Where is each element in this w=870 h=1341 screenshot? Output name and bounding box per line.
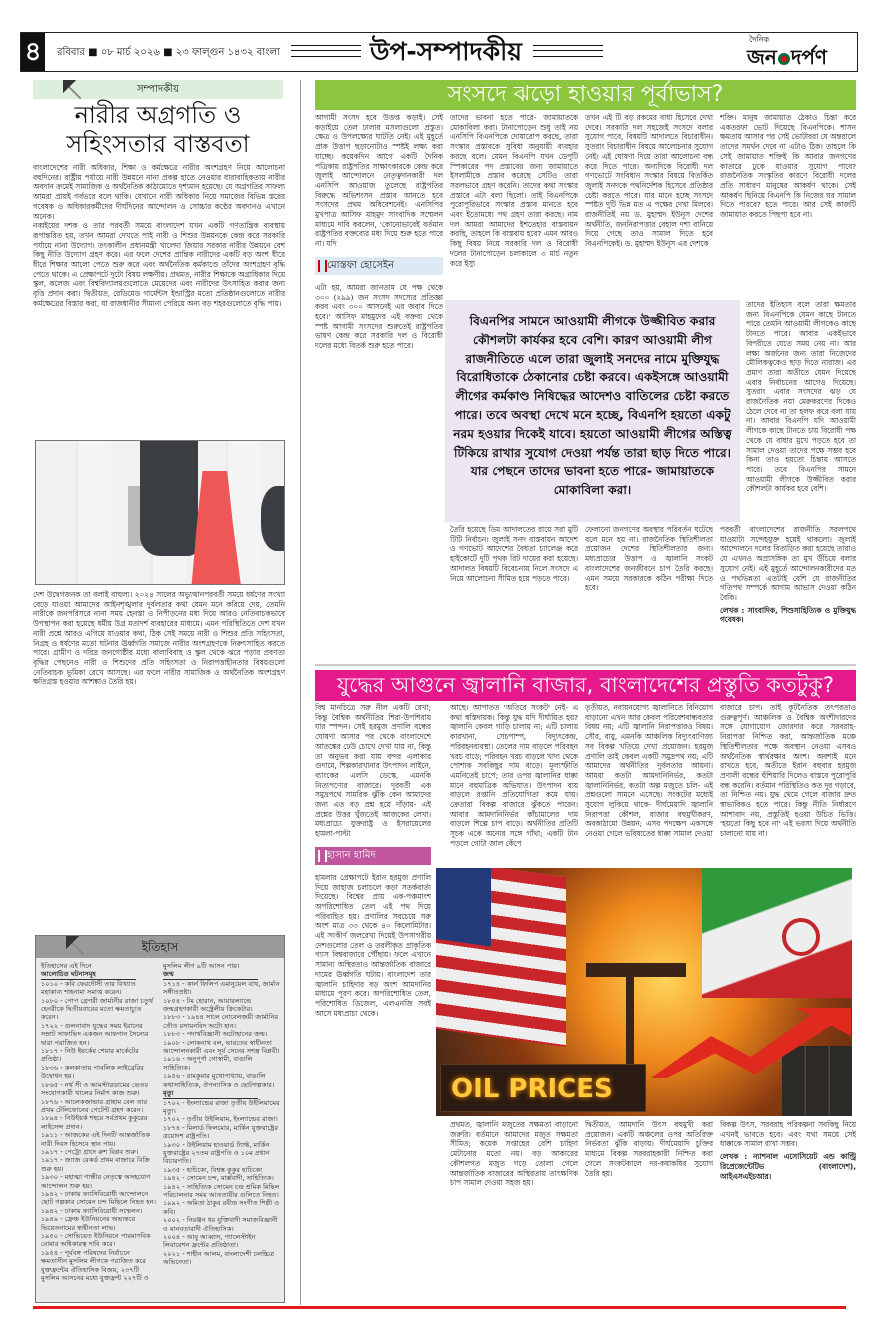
article1-col2-bottom [450, 525, 578, 661]
history-entry: ১৯৪২ - সাহিত্যিক সোমেন চন্দ্র শ্রমিক মিছিল পরিচালনার সময় আততায়ীর গুলিতে নিহত। [163, 1182, 280, 1199]
history-entry: ১৯৯২ - অমিতা ঠাকুর রবীন্দ্র সংগীত শিল্পী ও কবি। [163, 1199, 280, 1216]
history-entry: ১৮৭৬ - আলেকজান্ডার গ্রাহাম বেল তার প্রথম টেলিফোনের পেটেন্ট গ্রহণ করেন। [41, 1097, 148, 1114]
author-name: মোস্তফা হোসেইন [327, 259, 395, 271]
page-header [20, 32, 858, 72]
article2-col3 [585, 703, 713, 865]
editorial-headline [33, 101, 283, 159]
history-entry: ১৭০২ - ইংল্যান্ডের রাজা তৃতীয় উইলিয়ামের মৃত্যু। [163, 1098, 280, 1115]
author-name: হাসান হামিদ [327, 849, 376, 861]
article1-col3 [585, 113, 713, 298]
history-title: ইতিহাস [141, 940, 179, 954]
history-subheading: জন্ম [163, 970, 258, 979]
column-divider [300, 80, 301, 1305]
paragraph: দ্বিতীয়ত, আমদানি উৎস বহুমুখী করা প্রয়োজন। একটি অঞ্চলের ওপর অতিরিক্ত নির্ভরতা ঝুঁকি বাড়ায়। দীর্ঘমেয়াদি চুক্তির মাধ্যমে বিকল্প সরবরাহকারী নিশ্চিত করা গেলে সংকটকালে দর-কষাকষির সুযোগ তৈরি হয়। [585, 1120, 713, 1178]
paragraph: তৈরি হয়েছে ডিম আদালতের রায়ে সরা মুটি টিটি নির্বাচন। জুলাই সনদ বাস্তবায়ন আদেশ ও গণভোট আদেশের বৈধতা চ্যালেঞ্জ করে হাইকোর্টে দুটি পৃথক রিট দায়ের করা হয়েছে। আদালত বিষয়টি বিবেচনায় নিলে সংসদে এ নিয়ে আলোচনা সীমিত হয়ে পড়তে পারে। [450, 525, 578, 583]
history-entry: ১৯১৭ - জ্যাজ রেকর্ড প্রথম বাজারে বিক্রি শুরু হয়। [41, 1156, 150, 1173]
history-entry: ১৯০৮ - লোকনাথ বল, ভারতের স্বাধীনতা আন্দোলনকারী এবং সূর্য সেনের সশস্ত্র বিপ্লবী। [163, 1038, 280, 1056]
history-entry: ১৭২২ - গুলনাবাদ যুদ্ধের সময় ইরানের সম্রাট সাফাভিদ একজন আফগান সৈন্যের দ্বারা পরাজিত হন। [41, 1021, 149, 1047]
article2-col4 [720, 703, 856, 865]
article2-col1 [315, 703, 431, 1303]
history-entry: ১৮৬৫ - নর্থ সী ও আমস্টারডামের ভেতর সংযোগকারী খালের নির্মাণ কাজ শুরু। [41, 1080, 149, 1098]
paragraph: বাজারে চাপ। তাই কূটনৈতিক তৎপরতাও গুরুত্বপূর্ণ। আঞ্চলিক ও বৈশ্বিক অংশীদারদের সঙ্গে যোগাযোগ জোরদার করে সরবরাহ-নিরাপত্তা নিশ্চিত করা, আন্তর্জাতিক মঞ্চে স্থিতিশীলতার পক্ষে অবস্থান নেওয়া এসবও অর্থনৈতিক স্বার্থরক্ষার অংশ। অবশ্যই মনে রাখতে হবে, অতীতে ইরান বহুবার হরমুজ প্রণালী বন্ধের হুঁশিয়ারি দিলেও বাস্তবে পুরোপুরি বন্ধ করেনি। বর্তমান পরিস্থিতিও কত দূর গড়াবে, তা নিশ্চিত নয়। যুদ্ধ থেমে গেলে বাজার দ্রুত স্বাভাবিকও হতে পারে। কিন্তু নীতি নির্ধারণে আশাবাদ নয়, প্রস্তুতিই হওয়া উচিত ভিত্তি। 'হয়তো কিছু হবে না' এই ভরসা দিয়ে অর্থনীতি চালানো যায় না। [720, 703, 856, 839]
headline-line: নারীর অগ্রগতি ও [74, 101, 242, 129]
pen-icon [66, 936, 84, 955]
article-separator [315, 664, 856, 666]
article2-col2 [450, 703, 578, 865]
newspaper-logo [727, 34, 847, 70]
headline-line: সহিংসতার বাস্তবতা [66, 130, 250, 158]
pen-icon [63, 80, 81, 99]
paragraph: বিকল্প উৎস, সরবরাহ পরিকল্পনা সবকিছু নিয়ে এখনই ভাবতে হবে। এবং যথা সময়ে সেই ধাক্কাকে সামাল রাখা সম্ভব। [720, 1120, 856, 1149]
paragraph: আছে। আপাতত 'অতিরে সংকট' নেই- এ কথা স্বস্তিদায়ক। কিন্তু যুদ্ধ যদি দীর্ঘায়িত হয়? জ্বালানি কেবল গাড়ি চালায় না; এটি চালায় কারখানা, সেচপাম্প, বিদ্যুৎকেন্দ্র, পরিবহনব্যবস্থা। তেলের দাম বাড়লে পরিবহন খরচ বাড়ে; পরিবহন খরচ বাড়লে খাদ্য থেকে পোশাক সবকিছুর দাম বাড়ে। মূল্যস্ফীতি এমনিতেই চাপে; তার ওপর জ্বালানির ধাক্কা মানে বহুমাত্রিক অভিঘাত। উৎপাদন ব্যয় বাড়লে রপ্তানি প্রতিযোগিতা কমে যায়। ক্রেতারা বিকল্প বাজারে ঝুঁকতে পারেন। আবার আমদানিনির্ভর কাঁচামালের দাম বাড়লে শিল্পে চাপ বাড়ে। অর্থনীতির প্রতিটি সূচক একে অন্যের সঙ্গে গাঁথা; একটি টান পড়লে গোটা জাল কেঁপে [450, 703, 578, 848]
logo-name-b: দর্পণ [790, 45, 828, 69]
paragraph: এটা হয়, আমরা জানতাম যে পক্ষ থেকে ৩০০ (২৯৯) জন সংসদ সদস্যের প্রতিজ্ঞা করব এবং ৩০০ আসনেই এর জবাব দিতে হবে।' আসিফ মাহমুদের এই বক্তব্য থেকে স্পষ্ট আগামী সংসদের শুরুতেই রাষ্ট্রপতির ভাষণ কেন্দ্র করে সরকারি দল ও বিরোধী দলের মধ্যে বিতর্ক শুরু হতে পারে। [315, 282, 443, 351]
oil-pump-graphic [576, 963, 696, 1073]
history-entry: ১৯৪২ - ঢাকায় ফ্যাসিবিরোধী আন্দোলনে ছোট গল্পকার সোমেন চন্দ মিছিলে নিহত হন। [41, 1189, 156, 1207]
article1-col2 [450, 113, 578, 298]
paragraph: তৃতীয়ত, নবায়নযোগ্য জ্বালানিতে বিনিয়োগ বাড়ানো এখন আর কেবল পরিবেশবান্ধবতার বিষয় নয়; এটি জ্বালানি নিরাপত্তারও বিষয়। সৌর, বায়ু, এমনকি আঞ্চলিক বিদ্যুৎবাণিজ্য সব বিকল্প খতিয়ে দেখা প্রয়োজন। হরমুজ প্রণালি তাই কেবল একটি সমুদ্রপথ নয়; এটি আমাদের অর্থনীতির দুর্বলতার আয়না। আমরা কতটা আমদানিনির্ভর, কতটা জ্বালানিনির্ভর, কতটা অল্প মজুতে চলি- এই প্রশ্নগুলো সামনে এসেছে। সংকটের মধ্যেই সুযোগ লুকিয়ে থাকে- দীর্ঘমেয়াদি জ্বালানি নিরাপত্তা কৌশল, বাজার বহুমুখীকরণ, অবকাঠামো উন্নয়ন; এসব পদক্ষেপ একসঙ্গে নেওয়া গেলে ভবিষ্যতের ধাক্কা সামাল দেওয়া [585, 703, 713, 839]
author-byline [315, 847, 431, 865]
history-header [36, 936, 284, 958]
article1-col3-bottom [585, 525, 713, 661]
history-entry: ১৯১১ - আজকের এই দিনটি আন্তর্জাতিক নারী দিবস হিসেবে স্থান পায়। [41, 1131, 151, 1148]
article2-col2-bottom [450, 1120, 578, 1303]
article2-col3-bottom [585, 1120, 713, 1303]
history-entry: ১৯৫০ - সোভিয়েত ইউনিয়নে পারমাণবিক বোমার অধিকারত্ব দাবি করে। [41, 1232, 151, 1249]
paragraph: হামলার প্রেক্ষাপটে ইরান হরমুজ প্রণালি দিয়ে জাহাজ চলাচলে কড়া সতর্কবার্তা দিয়েছে। বিশ্বের প্রায় এক-পঞ্চমাংশ অপরিশোধিত তেল এই পথ দিয়ে পরিবাহিত হয়। প্রণালির সবচেয়ে সরু অংশ মাত্র ৩৩ থেকে ৪০ কিলোমিটার। এই সংকীর্ণ জলরেখা দিয়েই উপসাগরীয় দেশগুলোর তেল ও তরলীকৃত প্রাকৃতিক গ্যাস বিশ্ববাজারে পৌঁছায়। ফলে এখানে সামান্য অস্থিরতাও আন্তর্জাতিক বাজারে দামের ঊর্ধ্বগতি ঘটায়। বাংলাদেশ তার জ্বালানি চাহিদার বড় অংশ আমদানির মাধ্যমে পূরণ করে। অপরিশোধিত তেল, পরিশোধিত ডিজেল, এলএনজি সবই আসে মধ্যপ্রাচ্য থেকে। [315, 872, 431, 1018]
page-number: ৪ [21, 33, 45, 71]
paragraph: তাদের ভাবনা হতে পারে- জামায়াতকে মোকাবিলা করা। টানাপোড়েন শুধু তাই নয় এনসিপি বিএনপিকে দোষারোপ করছে, তারা সংস্কার প্রস্তাবকে সুবিধা অনুযায়ী ব্যবহার করছে বলে। যেমন বিএনপি যখন ডেপুটি স্পিকারের পদ প্রস্তাবের জন্য জামায়াতে ইসলামীকে প্রস্তাব করেছে সেটিও তারা সরলভাবে গ্রহণ করেনি। তাদের কথা সংস্কার প্রস্তাবে এটা বলা ছিলো। তাই বিএনপিকে পুরোপুরিভাবে সংস্কার প্রস্তাব মানতে হবে এবং ইতোমধ্যে পথ গ্রহণ তারা করছে। নাম দল আমরা আমাদের ইশতেহার বাস্তবায়ন করছি, তাহলে কি বাস্তবায় হবে? এমন আরও কিছু বিষয় নিয়ে সরকারি দল ও বিরোধী দলের টানাপোড়েন চলাকালে ৩ মার্চ নতুন করে ইস্যু [450, 113, 578, 268]
editorial-body [33, 163, 285, 435]
paragraph: শক্তি। মানুষ জামায়াত ঠেকাও চিন্তা করে একতরফা ভোট দিয়েছে বিএনপিকে। শাসন ক্ষমতায় আসার পর সেই ভোটাররা যে অন্তরালে তাদের সমর্থন দেবে না এটাও ঠিক। তাহলে কি সেই জামায়াত শক্তিই কি আবার জনগণের কাতারে ঢুকে যাওয়ার সুযোগ পাবে? রাজনৈতিক সংস্কৃতির কারণে বিরোধী দলের প্রতি সাধারণ মানুষের আকর্ষণ থাকে। সেই আকর্ষণ ছিনিয়ে বিএনপি কি নিজের ঘর সামাল দিতে পারবে? হতে পারে। আর সেই কাজটি জামায়াত করতে পিছপা হবে না। [720, 113, 856, 220]
logo-name-a: জন [747, 45, 777, 69]
history-entry: ১৮৯৪ - নিউইয়র্ক শহরে সর্বপ্রথম কুকুরের লাইসেন্স প্রদান। [41, 1114, 148, 1131]
history-entry: ১০৮০ - পোপ গ্রেগরী জার্মানীর রাজা চতুর্থ হেনরীকে দ্বিতীয়বারের মতো ক্ষমতাচ্যুত করেন। [41, 996, 154, 1022]
history-entry: ১৯৫৪ - পূর্ববঙ্গ পরিষদের নির্বাচনে ক্ষমতাসীন মুসলিম লীগকে পরাজিত করে যুক্তফ্রন্টের ঐতিহাসিক বিজয়, ২৩৭টি মুসলিম আসনের মধ্যে যুক্তফ্রন্ট ২২৭টি ও [41, 1248, 149, 1283]
history-left-column [41, 962, 158, 1282]
history-entry: ১৮৫৪ - টম হোরান, আয়ারল্যান্ডে জন্মগ্রহণকারী অস্ট্রেলীয় ক্রিকেটার। [163, 996, 253, 1014]
history-entry: ১৯৩০ - উইলিয়াম হাওয়ার্ড ট্যাফ্ট, মার্কিন যুক্তরাষ্ট্রের ২৭তম রাষ্ট্রপতি ও ১০ম প্রধান বিচারপতি। [163, 1140, 270, 1166]
history-entry: ১৯৪৯ - ফ্রেঞ্চ ইউনিয়নের অভ্যন্তরে ভিয়েতনামের স্বাধীনতা লাভ। [41, 1215, 136, 1232]
history-entry: ১৭১৪ - কার্ল ফিলিপ এমানুয়েল বাখ, জার্মান সঙ্গীতস্রষ্টা। [163, 979, 280, 997]
oil-prices-sign: OIL PRICES [440, 1064, 646, 1112]
paragraph: তখন এই টি বড় রকমের বাধা হিসেবে দেখা দেবে। সরকারি দল সহজেই সংসদে বলার সুযোগ পাবে, বিষয়টি আদালতে বিচারাধীন। সুতরাং বিচারাধীন বিষয়ে আলোচনার সুযোগ নেই। এই ঘোষণা দিয়ে তারা আলোচনা বন্ধ করে দিতে পারে। অন্যদিকে বিরোধী দল গণভোটে সংবিধান সংস্কার বিষয়ে বিতর্কিত জুলাই সনদকে পথনির্দেশক হিসেবে প্রতিষ্ঠার চেষ্টা করতে পারে। যার মানে হচ্ছে সংসদে স্পষ্টত দুটি ভিন্ন মত এ পক্ষের দেখা মিলবে। রাজনীতিই নয় ড. মুহাম্মদ ইউনূস দেশের অর্থনীতি, জননিরাপত্তার বেহাল দশা বানিয়ে দিয়ে গেছে তাও সামাল দিতে হবে বিএনপিকেই। ড. মুহাম্মদ ইউনূস এর দেশকে [585, 113, 713, 249]
history-subheading: মৃত্যু [163, 1089, 258, 1098]
history-entry: ১৯৪২ - ঢাকায় ফ্যাসিবিরোধী সম্মেলন। [41, 1206, 143, 1215]
author-byline [315, 257, 443, 275]
iran-flag-graphic [702, 868, 852, 998]
history-subheading: আলোচিত ঘটনাসমূহ [41, 970, 136, 979]
history-entry: ১০১০ - কবি ফেরদৌসী তার বিখ্যাত মহাকাব্য শাহনামা সমাপ্ত করেন। [41, 979, 136, 997]
history-entry: ১৯১৭ - পেট্রো গ্রাদে রুশ বিপ্লব শুরু। [41, 1147, 139, 1156]
paragraph: বাংলাদেশের নারী অধিকার, শিক্ষা ও কর্মক্ষেত্রে নারীর অংশগ্রহণ নিয়ে আলোচনা বহুদিনের। রাষ্ট্রীয় পর্যায়ে নারী উন্নয়নে নানা প্রকল্প হাতে নেওয়ার ধারাবাহিকতায় নারীর অবদান ক্রমেই সামাজিক ও অর্থনৈতিক কাঠামোতে দৃশ্যমান হয়েছে। যে অগ্রগতির সাফল্য আমরা প্রায়ই গর্বভরে বলে থাকি। যেখানে নারী অধিকার নিয়ে সমাজের বিভিন্ন স্তরের গবেষক ও অধিকারকর্মীদের দীর্ঘদিনের আন্দোলন ও সোচ্চার কণ্ঠের অবদানও এখানে অনেক। [33, 163, 285, 221]
page-bottom-rule [33, 1306, 846, 1309]
history-entry: ২০০৪ - আবু আব্বাস, প্যালেস্টাইন লিবারেশন ফ্রন্টের প্রতিষ্ঠাতা। [163, 1233, 256, 1250]
history-entry: ১৯১৬ - অনুপূর্ণা গোস্বামী, বাঙালি সাহিত্যিক। [163, 1055, 253, 1072]
oil-barrels-graphic [782, 1046, 852, 1116]
section-title: উপ-সম্পাদকীয় [369, 37, 523, 66]
logo-prefix: দৈনিক [749, 35, 770, 44]
history-entry: ২০২১ - শাহীন আলম, বাংলাদেশী চলচ্চিত্র অভিনেতা। [163, 1249, 275, 1267]
author-note: লেখক : সাংবাদিক, শিশুসাহিত্যিক ও মুক্তিযুদ্ধ গবেষক। [720, 605, 856, 625]
paragraph: তাদের ইতিহাস বলে তারা ক্ষমতার জন্য বিএনপিকে যেমন কাছে টানতে পারে তেমনি আওয়ামী লীগকেও কাছে টানতে পারে। আবার একইভাবে বিপরীতে যেতে সময় নেয় না। আর লক্ষ্য অর্জনের জন্য তারা নিজেদের মৌলিকত্বকেও ছাড় দিতে নারাজ। এর প্রমাণ তারা অতীতে যেমন দিয়েছে এবার নির্বাচনের আগেও দিয়েছে। সুতরাং এবার সংসদের ঝড় যে রাজনৈতিক নয়া মেরুকরণের দিকেও ঠেলে দেবে না তা হলফ করে বলা যায় না। আবার বিএনপি যদি আওয়ামী লীগকে কাছে টানতে চায় বিরোধী পক্ষ থেকে যে বাধার মুখে পড়তে হবে তা সামাল দেওয়া তাদের পক্ষে সম্ভব হবে কিনা তাও হয়তো চিন্তায় আসতে পারে। তবে বিএনপির সামনে আওয়ামী লীগকে উজ্জীবিত করার কৌশলটা কার্যকর হবে বেশি। [746, 300, 856, 494]
article1-headline: সংসদে ঝড়ো হাওয়ার পূর্বাভাস? [315, 80, 856, 110]
author-note: লেখক : ন্যাশনাল এসোসিয়েট এন্ড কান্ট্রি রিপ্রেজেন্টেটিভ (বাংলাদেশ), আইএসএইচআর। [720, 1152, 856, 1181]
paragraph: বিশ্ব মানচিত্রে সরু নীল একটি রেখা; কিন্তু বৈশ্বিক অর্থনীতির শিরা-উপশিরায় যার স্পন্দন। সেই হরমুজ প্রণালি বন্ধের ঘোষণা আসার পর থেকে বাংলাদেশে আতঙ্কের ঢেউ চোখে দেখা যায় না, কিন্তু তা অনুভব করা যায় বন্দর এলাকার গুদামে, শিল্পকারখানার উৎপাদন লাইনে, ব্যাংকের এলসি ডেস্কে, এমনকি নিত্যপণ্যের বাজারে। দূরবর্তী এক সমুদ্রপথে সামরিক ঝুঁকি কেন আমাদের জন্য এত বড় প্রশ্ন হয়ে দাঁড়ায়- এই প্রশ্নের উত্তর খুঁজতেই আজকের লেখা। মধ্যপ্রাচ্যে যুক্তরাষ্ট্র ও ইসরায়েলের হামলা-পাল্টা [315, 703, 431, 839]
pull-quote: বিএনপির সামনে আওয়ামী লীগকে উজ্জীবিত করার কৌশলটা কার্যকর হবে বেশি। কারণ আওয়ামী লীগ রাজনীতিতে এলে তারা জুলাই সনদের নামে মুক্তিযুদ্ধ বিরোধিতাকে ঠেকানোর চেষ্টা করবে। একইসঙ্গে আওয়ামী লীগের কর্মকাণ্ড নিষিদ্ধের আদেশও বাতিলের চেষ্টা করতে পারে। তবে অবস্থা দেখে মনে হচ্ছে, বিএনপি হয়তো একটু নরম হওয়ার দিকেই যাবে। হয়তো আওয়ামী লীগের অস্তিত্ব টিকিয়ে রাখার সুযোগ দেওয়া পর্যন্ত তারা ছাড় দিতে পারে। যার পেছনে তাদের ভাবনা হতে পারে- জামায়াতকে মোকাবিলা করা। [445, 300, 740, 522]
paragraph: পরবর্তী বাংলাদেশের রাজনীতি সরলপথে যাওয়াটা সন্দেহযুক্ত হয়েই থাকলো। জুলাই আন্দোলনে দলের বিতাড়িত করা হয়েছে তারাও যে এখনও অপ্রাসঙ্গিক তা মুখ উঁচিয়ে বলার সুযোগ নেই। এই মুহূর্তে আন্দোলনকারীদের মত ও পথভিন্নতা এতটাই বেশি যে রাজনীতির গতিপথ সম্পর্কে আগাম আভাস দেওয়া কঠিন বৈকি। [720, 525, 856, 602]
paragraph: প্রথমত, জ্বালানি মজুতের সক্ষমতা বাড়ানো জরুরি। বর্তমানে আমাদের মজুত সক্ষমতা সীমিত; কয়েক সপ্তাহের বেশি চাহিদা মেটানোর মতো নয়। বড় আকারের কৌশলগত মজুত গড়ে তোলা গেলে আন্তর্জাতিক বাজারের অস্থিরতায় তাৎক্ষণিক চাপ সামাল দেওয়া সহজ হয়। [450, 1120, 578, 1188]
illustration-woman-hair [140, 441, 198, 556]
article1-col1 [315, 113, 443, 661]
editorial-body-continued [33, 590, 285, 926]
article1-col4-middle [746, 300, 856, 520]
illustration-hand [261, 486, 285, 551]
history-entry: ১৯৩৫ - হাচিকো, বিশ্বস্ত কুকুর হাচিকো [163, 1165, 262, 1174]
editorial-label-text: সম্পাদকীয় [136, 84, 180, 95]
paragraph: নব্বইয়ের দশক ও তার পরবর্তী সময়ে বাংলাদেশ যখন একটি গণতান্ত্রিক ব্যবস্থায় রূপান্তরিত হয়, তখন আমরা দেখতে পাই নারী ও শিশুর উন্নয়নকে কেন্দ্র করে সরকারি পর্যায়ে নানা উদ্যোগ। তৎকালীন প্রধানমন্ত্রী খালেদা জিয়ার সরকার নারীর উন্নয়নে বেশ কিছু নীতি উদ্যোগ গ্রহণ করে। এর ফলে দেশের প্রান্তিক নারীদের একটি বড় অংশ ধীরে ধীরে শিক্ষার আলো পেতে শুরু করে এবং অর্থনৈতিক কর্মকাণ্ডে তাঁদের অংশগ্রহণ বৃদ্ধি পেতে থাকে। এ প্রেক্ষাপটে দুটো বিষয় লক্ষণীয়। প্রথমত, নারীর শিক্ষাকে অগ্রাধিকার দিয়ে স্কুল, কলেজ এবং বিশ্ববিদ্যালয়গুলোতে মেয়েদের এবং নারীদের উৎসাহিত করার জন্য বৃত্তি প্রদান করা। দ্বিতীয়ত, রেডিমেড গার্মেন্টস ইন্ডাস্ট্রির মতো প্রতিষ্ঠানগুলোতে নারীর কর্মক্ষেত্রের বিস্তার করা, যা রাজধানীর সীমানা পেরিয়ে অন্য বড় শহরগুলোতে বৃদ্ধি পায়। [33, 221, 285, 308]
us-flag-graphic [436, 868, 566, 1047]
history-right-column [163, 962, 280, 1267]
history-entry: ১৯৩০ - মহাত্মা গান্ধীর নেতৃত্বে অসহযোগ আন্দোলন শুরু হয়। [41, 1173, 151, 1190]
history-entry: ১৮৮৩ - ১৯৪৪ সালে নোবেলজয়ী জার্মানির তৌত রসায়নবিদ অটো হান। [163, 1013, 279, 1030]
issue-date: রবিবার ■ ০৮ মার্চ ২০২৬ ■ ২৩ ফাল্গুন ১৪৩২ বাংলা [57, 47, 280, 58]
header-rule-right [533, 45, 603, 57]
history-entry: ১৭০২ - তৃতীয় উইলিয়াম, ইংল্যান্ডের রাজা। [163, 1115, 278, 1124]
oil-prices-war-image [436, 868, 852, 1116]
history-entry: ২০০২ - নিরঞ্জন ধর যুক্তিবাদী সমাজবিজ্ঞানী ও মানবতাবাদী ঐতিহাসিক। [163, 1216, 278, 1233]
article1-col4-bottom [720, 525, 856, 661]
history-entry: ইতিহাসের এই দিনে [41, 962, 92, 970]
paragraph: ফেলানো জনগণের অবস্থার পরিবর্তন ঘটেছে বলে মনে হয় না। রাজনৈতিক স্থিতিশীলতা প্রয়োজন দেশের স্থিতিশীলতার জন্য। মধ্যপ্রাচ্যের উত্তাপ ও জ্বালানি সংকট বাংলাদেশের জনজীবনে চাপ তৈরি করছে। এমন সময়ে সরকারকে কঠিন পরীক্ষা দিতে হবে। [585, 525, 713, 593]
paragraph: দেশ উদ্বেগজনক তা বলাই বাহুল্য। ২০২৪ সালের অভ্যুত্থানপরবর্তী সময়ে ধর্ষণের সংখ্যা বেড়ে যাওয়া আমাদের আইনশৃঙ্খলার দুর্বলতার কথা যেমন মনে করিয়ে দেয়, তেমনি নারীকে জনপরিসরে নানা সময় হেনস্তা ও নিপীড়নের মধ্য দিয়ে আরও নেতিবাচকভাবে উপস্থাপন করা হয়েছে ধর্মীয় উগ্র মতাদর্শ ব্যবহারের মাধ্যমে। এমন পরিস্থিতিতে দেশ যখন নারী প্রশ্নে আরও এগিয়ে যাওয়ার কথা, ঠিক সেই সময়ে নারী ও শিশুর প্রতি সহিংসতা, নিগ্রহ ও ধর্ষণের মতো ঘটনার ঊর্ধ্বগতি সমাজে নারীর অংশগ্রহণকে নিরুৎসাহিত করতে পারে। গ্রামীণ ও দরিদ্র জনগোষ্ঠীর মধ্যে বাল্যবিবাহ ও স্কুল থেকে ঝরে পড়ার প্রবণতা বৃদ্ধির পেছনেও নারী ও শিশুদের প্রতি সহিংসতা ও নিরাপত্তাহীনতার বিষয়গুলো নেতিবাচক ভূমিকা রেখে আসছে। এর ফলে নারীর সামাজিক ও অর্থনৈতিক অংশগ্রহণ ক্ষতিগ্রস্ত হওয়ার আশঙ্কাও তৈরি হয়। [33, 590, 285, 687]
history-entry: ১৯৫৬ - রামকুমার মুখোপাধ্যায়, বাঙালি কথাসাহিত্যিক, ঔপন্যাসিক ও ছোটগল্পকার। [163, 1072, 275, 1089]
history-box [35, 935, 285, 1303]
editorial-illustration [35, 440, 285, 585]
article1-col4 [720, 113, 856, 298]
history-entry: ১৮১৭ - নিউ ইয়র্কের শেয়ার মার্কেটের প্রতিষ্ঠা। [41, 1047, 139, 1064]
history-entry: মুসলিম লীগ ৯টি আসন পায়। [163, 962, 240, 970]
paragraph: আগামী সংসদ হবে উত্তপ্ত কড়াই। সেই কড়াইয়ে তেল ঢালার মসলাগুলো প্রস্তুত। ক্ষেত্র ও উপলক্ষ্যের ঘাটতি নেই। এই মুহূর্তে প্রাক উত্তাপ ছড়ানোটাও স্পষ্টই লক্ষ্য করা যাচ্ছে। কয়েকদিন আগে একটি দৈনিক পত্রিকায় রাষ্ট্রপতির সাক্ষাৎকারকে কেন্দ্র করে জুলাই আন্দোলনে নেতৃত্বদানকারী দল এনসিপি আওয়াজ তুলেছে রাষ্ট্রপতির বিরুদ্ধে অভিশংসন প্রস্তাব আনতে হবে সংসদের প্রথম অধিবেশনেই। এনসিপির মুখপাত্র আসিফ মাহমুদ সাংবাদিক সম্মেলন মাধ্যমে দাবি করলেন, 'কোনোভাবেই বর্তমান রাষ্ট্রপতির বক্তব্যের মধ্য দিয়ে শুরু হতে পারে না। যদি [315, 113, 443, 249]
article2-headline: যুদ্ধের আগুনে জ্বালানি বাজার, বাংলাদেশের প্রস্তুতি কতটুকু? [315, 670, 856, 701]
article2-col4-bottom [720, 1120, 856, 1303]
editorial-label [33, 80, 283, 99]
history-entry: ১৮৮৩ - পদার্থবিজ্ঞানী অটোহানের জন্ম। [163, 1030, 268, 1039]
history-entry: ১৯৪২ - সোমেন চন্দ, মার্ক্সবাদী, সাহিত্যিক। [163, 1174, 274, 1183]
logo-emblem-icon [778, 53, 790, 65]
history-entry: ১৮৭৪ - মিলার্ড ফিলমোর, মার্কিন যুক্তরাষ্ট্রের ত্রয়োদশ রাষ্ট্রপতি। [163, 1123, 279, 1141]
history-entry: ১৮৩৬ - কলকাতায় পাবলিক লাইব্রেরির উদ্বোধন হয়। [41, 1063, 144, 1081]
